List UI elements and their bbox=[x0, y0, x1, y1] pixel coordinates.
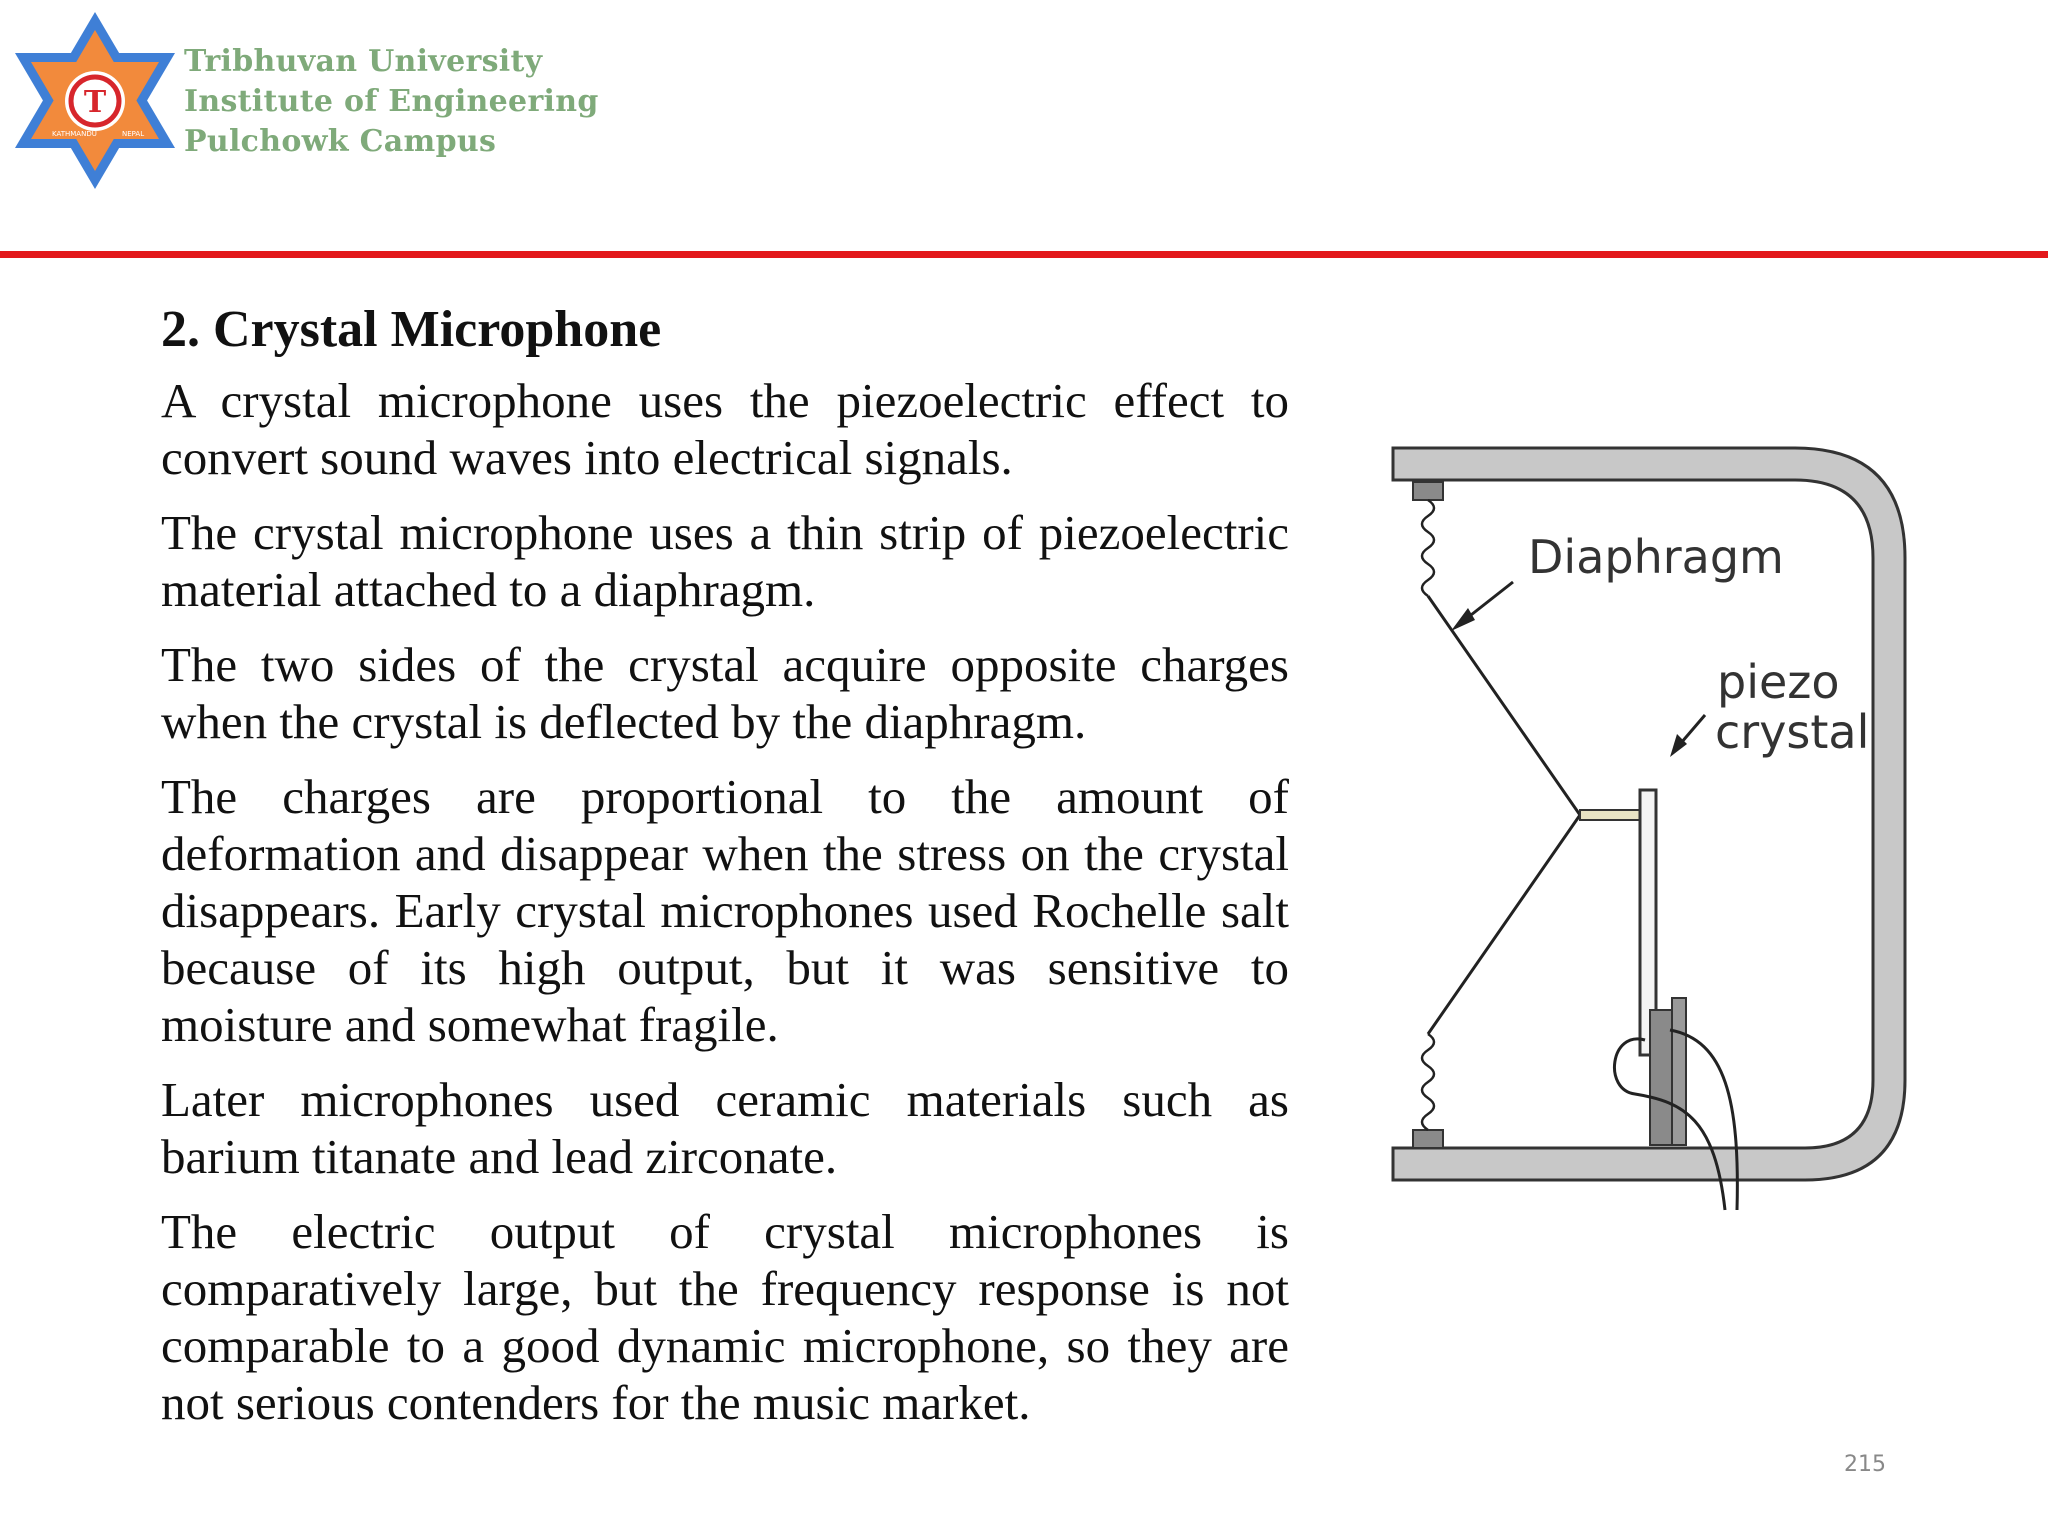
paragraph-4: The charges are proportional to the amount of deformation and disappear when the stress on the crystal disappears. Early crystal microphones used Rochelle salt because of its high output, but it was sensitive to moisture and somewhat fragile. bbox=[161, 769, 1289, 1052]
diaphragm-label: Diaphragm bbox=[1528, 530, 1784, 584]
svg-text:T: T bbox=[83, 85, 107, 120]
crystal-microphone-diagram bbox=[1385, 430, 1925, 1220]
slide-body bbox=[161, 298, 1289, 1449]
paragraph-3: The two sides of the crystal acquire opposite charges when the crystal is deflected by the diaphragm. bbox=[161, 637, 1289, 749]
upper-spring bbox=[1422, 500, 1434, 596]
paragraph-1: A crystal microphone uses the piezoelectric effect to convert sound waves into electrical signals. bbox=[161, 373, 1289, 485]
diaphragm-arrow bbox=[1451, 608, 1475, 631]
drive-rod bbox=[1580, 810, 1640, 820]
slide-header bbox=[0, 0, 2048, 250]
lower-spring bbox=[1422, 1034, 1434, 1130]
paragraph-6: The electric output of crystal microphones is comparatively large, but the frequency response is not comparable to a good dynamic microphone, so they are not serious contenders for the music market. bbox=[161, 1204, 1289, 1430]
slide-title: 2. Crystal Microphone bbox=[161, 301, 662, 358]
header-divider bbox=[0, 251, 2048, 258]
upper-mount bbox=[1413, 482, 1443, 500]
piezo-label: piezo bbox=[1717, 655, 1840, 709]
crystal-label: crystal bbox=[1715, 705, 1870, 759]
institution-line-university: Tribhuvan University bbox=[184, 44, 543, 79]
institution-line-institute: Institute of Engineering bbox=[184, 84, 599, 119]
diaphragm-line bbox=[1428, 596, 1580, 1034]
paragraph-2: The crystal microphone uses a thin strip of piezoelectric material attached to a diaphragm. bbox=[161, 505, 1289, 617]
institution-name bbox=[184, 42, 599, 162]
institution-line-campus: Pulchowk Campus bbox=[184, 124, 497, 159]
page-number: 215 bbox=[1844, 1452, 1886, 1477]
svg-text:KATHMANDU: KATHMANDU bbox=[52, 130, 97, 138]
lower-mount bbox=[1413, 1130, 1443, 1148]
university-emblem-icon bbox=[10, 8, 180, 193]
svg-text:NEPAL: NEPAL bbox=[122, 130, 145, 138]
paragraph-5: Later microphones used ceramic materials such as barium titanate and lead zirconate. bbox=[161, 1072, 1289, 1184]
